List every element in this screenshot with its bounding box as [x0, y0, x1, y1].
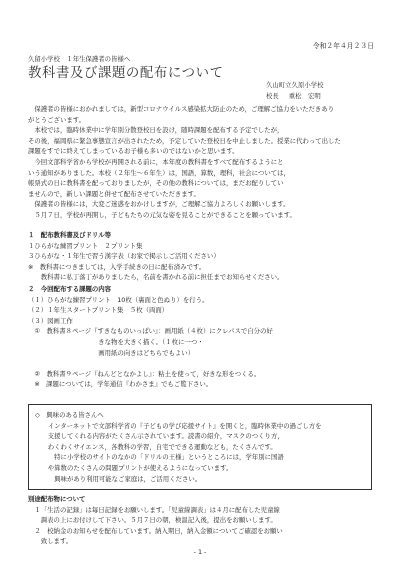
principal-role: 校長 — [266, 92, 279, 100]
principal-name: 重松 宏明 — [288, 92, 321, 100]
intro-line: 本校では，臨時休業中に学年別分散登校日を設け，随時課題を配布する予定でしたが， — [28, 126, 284, 135]
intro-line: その後，福岡県に緊急事態宣言が出されたため，予定していた登校日を中止しました。授業に代わって出した — [28, 136, 341, 145]
notice-box — [28, 404, 372, 490]
notice-line: 特に小学校のサイトのなかの「ドリルの王様」というところには，学年別に国語 — [35, 453, 284, 462]
section-line — [28, 358, 374, 369]
section-line: ３ひらがな・１年生で習う漢字表（お家で掲示しご活用ください） — [28, 252, 220, 261]
notice-line: や算数のたくさんの問題プリントが使えるようになっています。 — [35, 463, 233, 472]
section-line: （３）図画工作 — [28, 316, 73, 325]
section-line: 画用紙の向きはどちらでもよい） — [28, 348, 195, 357]
section-line: ② 教科書９ページ『ねんどとなかよし』：粘土を使って，好きな形をつくる。 — [28, 369, 261, 378]
notice-line: 興味があり利用可能なご家庭は，ご活用ください。 — [35, 474, 202, 483]
intro-line: 保護者の皆様におかれましては，新型コロナウイルス感染拡大防止のため，ご理解ご協力をいただきあり — [28, 105, 335, 113]
page-number: - 1 - — [193, 548, 207, 556]
section-line: （２）１年生スタートプリント集 ５枚（両面） — [28, 306, 169, 315]
section-line: 教科書に私丁落丁がありましたら，名前を書かれる前に担任までお知らせください。 — [28, 273, 284, 282]
section-line: 調表の上にお付けして下さい。５月７日の朝，検温記入後，提出をお願いします。 — [28, 516, 277, 525]
document-title: 教科書及び課題の配布について — [28, 66, 224, 81]
section-line: ① 教科書８ページ『すきなものいっぱい』：画用紙（４枚）にクレパスで自分の好 — [28, 327, 273, 336]
principal-line — [266, 91, 331, 100]
section-line: ２ 校納金のお知らせを配布しています。納入期日，納入金額についてご確認をお願い — [28, 526, 283, 535]
issue-date: 令和２年４月２３日 — [312, 42, 374, 50]
intro-line: がとうございます。 — [28, 115, 86, 124]
section-line: １ひらがな練習プリント ２プリント集 — [28, 241, 143, 250]
intro-paragraphs — [28, 104, 374, 221]
intro-line: 保護者の皆様には，大変ご迷惑をおかけしますが，ご理解ご協力よろしくお願いします。 — [28, 200, 290, 209]
notice-line: 支援してくれる内容がたくさん示されています。読書の紹介，マスクのつくり方， — [35, 432, 284, 441]
section-separate-distribution — [28, 494, 374, 547]
intro-line: いう通知がありました。本校（２年生～６年生）は，国語，算数，理科，社会については， — [28, 168, 290, 177]
intro-line: 課題をすでに終えてしまっているお子様も多いのではないかと思います。 — [28, 147, 239, 156]
section-line: ※ 教科書につきましては，入学手続きの日に配布済みです。 — [28, 262, 206, 271]
intro-line: ませんので，新しい課題と併せて配布させていただきます。 — [28, 189, 200, 198]
intro-line: ５月７日，学校が再開し，子どもたちの元気な姿を見ることができることを願っています。 — [28, 210, 296, 219]
section-line: きな物を大きく描く。（１枚に一つ・ — [28, 337, 204, 346]
section-line: 致します。 — [28, 537, 73, 546]
section-distributed-items — [28, 230, 374, 283]
section-heading: １ 配布教科書及びドリル等 — [28, 231, 112, 239]
section-line: （１）ひらがな練習プリント 10枚（裏面と色ぬり）を行う。 — [28, 295, 209, 304]
intro-line: 今回文部科学省から学校が再開される前に，本年度の教科書をすべて配布するようにと — [28, 157, 284, 166]
notice-line: ◇ 興味のある皆さんへ — [35, 411, 104, 419]
section-assignment-content — [28, 284, 374, 390]
section-line: １「生活の記録」は毎日記録をお願いします。「児童線調表」は４月に配布した児童線 — [28, 505, 280, 514]
notice-line: インターネットで文部科学省の『子どもの学び応援サイト』を開くと，臨時休業中の過ごし方を — [35, 421, 322, 430]
school-name: 久山町立久原小学校 — [266, 81, 324, 89]
section-heading: ２ 今回配布する課題の内容 — [28, 285, 112, 293]
notice-line: わくわくサイエンス，各教科の学習，自宅でできる運動なども，たくさんです。 — [35, 442, 277, 451]
section-line: ※ 課題については，学年通信『わかさま』でもご覧下さい。 — [28, 380, 213, 389]
recipient-line: 久留小学校 １年生保護者の皆様へ — [28, 55, 131, 63]
section-heading: 別途配布物について — [28, 495, 86, 503]
intro-line: 帳票式の日に教科書を配っておりましたが，その他の教科については，まだお配りしてい — [28, 179, 284, 188]
notice-box-content — [35, 410, 365, 484]
